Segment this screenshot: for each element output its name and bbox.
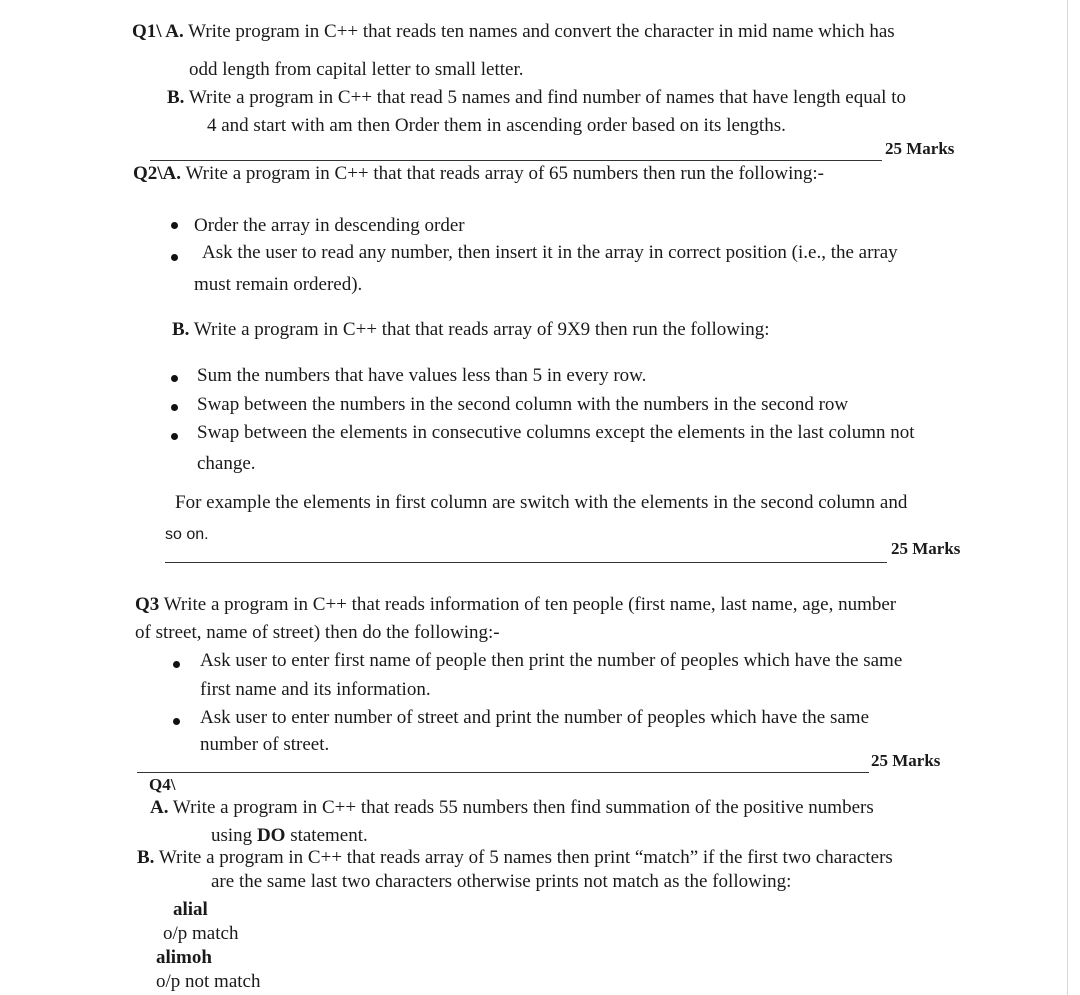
- q3-line2: of street, name of street) then do the following:-: [135, 622, 500, 643]
- bullet-icon: [171, 222, 178, 229]
- q2-example-line1: For example the elements in first column are switch with the elements in the second column and: [175, 492, 908, 513]
- q4-example-1: alial: [173, 899, 208, 920]
- q4-a-line1: [150, 796, 874, 820]
- q1-a-line1: [132, 20, 895, 44]
- q1-b-label: B.: [167, 87, 185, 108]
- q3-text: Write a program in C++ that reads information of ten people (first name, last name, age, number: [163, 594, 897, 615]
- q2-a-text: Write a program in C++ that that reads array of 65 numbers then run the following:-: [185, 163, 824, 184]
- bullet-icon: [173, 718, 180, 725]
- q3-bullet-2-cont: number of street.: [200, 734, 330, 755]
- q4-b-line1: [137, 846, 893, 870]
- bullet-icon: [171, 254, 178, 261]
- q2-b-line1: [172, 318, 770, 342]
- q3-divider: [137, 772, 869, 773]
- q4-a-text: Write a program in C++ that reads 55 numbers then find summation of the positive numbers: [172, 797, 874, 818]
- q2-a-label: Q2\A.: [133, 163, 182, 184]
- page-edge: [1067, 0, 1068, 995]
- q2-b-bullet-3: Swap between the elements in consecutive columns except the elements in the last column not: [197, 422, 915, 443]
- bullet-icon: [171, 404, 178, 411]
- q1-a-label: Q1\ A.: [132, 21, 184, 42]
- q2-a-bullet-2-cont: must remain ordered).: [194, 274, 363, 295]
- q3-bullet-1-cont: first name and its information.: [200, 679, 431, 700]
- q3-line1: [135, 593, 896, 617]
- bullet-icon: [173, 661, 180, 668]
- q2-a-line1: [133, 162, 824, 186]
- q2-a-bullet-2: Ask the user to read any number, then insert it in the array in correct position (i.e., the array: [202, 242, 898, 263]
- bullet-icon: [171, 375, 178, 382]
- q1-a-text: Write program in C++ that reads ten names and convert the character in mid name which has: [188, 21, 895, 42]
- q4-b-label: B.: [137, 847, 155, 868]
- q4-a-line2-bold: DO: [256, 825, 286, 846]
- q1-b-line1: [167, 86, 906, 110]
- q4-example-4: o/p not match: [156, 971, 261, 992]
- q2-b-label: B.: [172, 319, 190, 340]
- q2-divider: [165, 562, 887, 563]
- q2-b-bullet-3-cont: change.: [197, 453, 256, 474]
- q3-label: Q3: [135, 594, 160, 615]
- q4-a-label: A.: [150, 797, 169, 818]
- q1-divider: [150, 160, 882, 161]
- q1-b-text: Write a program in C++ that read 5 names and find number of names that have length equal to: [188, 87, 906, 108]
- q3-marks: 25 Marks: [871, 751, 941, 770]
- q4-a-line2-pre: using: [211, 825, 257, 846]
- q4-example-3: alimoh: [156, 947, 212, 968]
- q2-b-text: Write a program in C++ that that reads array of 9X9 then run the following:: [193, 319, 770, 340]
- q4-a-line2: [211, 824, 368, 848]
- q4-example-2: o/p match: [163, 923, 239, 944]
- q4-a-line2-post: statement.: [285, 825, 368, 846]
- q4-b-line2: are the same last two characters otherwise prints not match as the following:: [211, 871, 792, 892]
- q3-bullet-2: Ask user to enter number of street and print the number of peoples which have the same: [200, 707, 870, 728]
- q1-marks: 25 Marks: [885, 139, 955, 158]
- q4-label: Q4\: [149, 775, 176, 794]
- q2-a-bullet-1: Order the array in descending order: [194, 215, 465, 236]
- q2-example-line2: so on.: [165, 526, 209, 543]
- q1-a-line2: odd length from capital letter to small letter.: [189, 59, 524, 80]
- q3-bullet-1: Ask user to enter first name of people then print the number of peoples which have the same: [200, 650, 903, 671]
- q1-b-line2: 4 and start with am then Order them in ascending order based on its lengths.: [207, 115, 786, 136]
- q2-marks: 25 Marks: [891, 539, 961, 558]
- bullet-icon: [171, 433, 178, 440]
- q2-b-bullet-2: Swap between the numbers in the second column with the numbers in the second row: [197, 394, 849, 415]
- q2-b-bullet-1: Sum the numbers that have values less than 5 in every row.: [197, 365, 647, 386]
- q4-b-text: Write a program in C++ that reads array of 5 names then print “match” if the first two characters: [158, 847, 893, 868]
